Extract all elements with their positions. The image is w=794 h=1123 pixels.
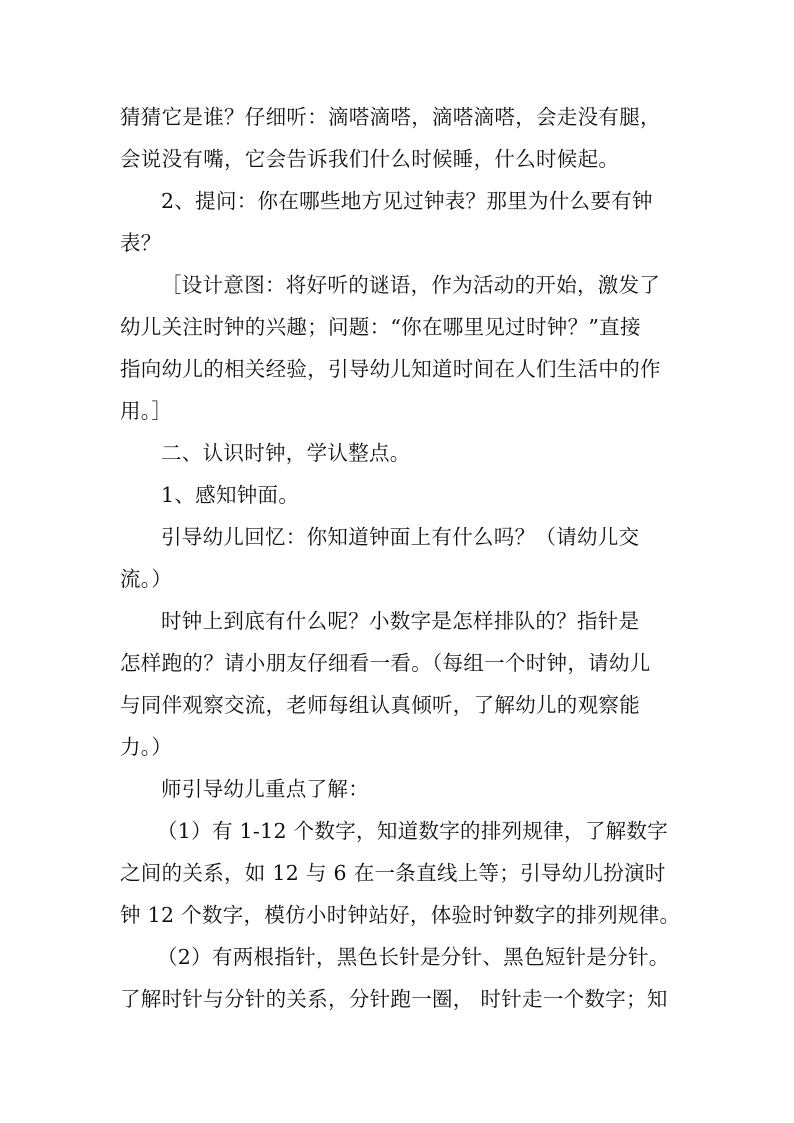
text-line: 引导幼儿回忆：你知道钟面上有什么吗？（请幼儿交 [161,525,640,549]
text-line: 力。） [120,735,173,759]
text-line: （2）有两根指针，黑色长针是分针、黑色短针是分针。 [157,945,670,969]
text-line: ［设计意图：将好听的谜语，作为活动的开始，激发了 [161,273,661,297]
text-line: 会说没有嘴，它会告诉我们什么时候睡，什么时候起。 [120,147,620,171]
subsection-heading: 1、感知钟面。 [161,483,300,507]
text-line: 指向幼儿的相关经验，引导幼儿知道时间在人们生活中的作 [120,357,661,381]
text-line: 与同伴观察交流，老师每组认真倾听，了解幼儿的观察能 [120,693,640,717]
text-line: 流。） [120,567,173,591]
text-line: 之间的关系，如 12 与 6 在一条直线上等；引导幼儿扮演时 [120,861,666,885]
text-line: 用。］ [120,399,173,423]
text-line: 时钟上到底有什么呢？小数字是怎样排队的？指针是 [161,609,640,633]
text-line: 表？ [120,231,162,255]
text-line: 了解时针与分针的关系，分针跑一圈， 时针走一个数字；知 [120,987,668,1011]
text-line: 2、提问：你在哪些地方见过钟表？那里为什么要有钟 [161,189,653,213]
text-line: 怎样跑的？请小朋友仔细看一看。（每组一个时钟，请幼儿 [120,651,651,675]
section-heading: 二、认识时钟，学认整点。 [161,441,411,465]
text-line: 猜猜它是谁？仔细听：滴嗒滴嗒，滴嗒滴嗒，会走没有腿， [120,105,661,129]
text-line: （1）有 1-12 个数字，知道数字的排列规律，了解数字 [157,819,669,843]
text-line: 钟 12 个数字，模仿小时钟站好，体验时钟数字的排列规律。 [120,903,681,927]
text-line: 师引导幼儿重点了解： [161,777,369,801]
text-line: 幼儿关注时钟的兴趣；问题：“你在哪里见过时钟？”直接 [120,315,641,339]
